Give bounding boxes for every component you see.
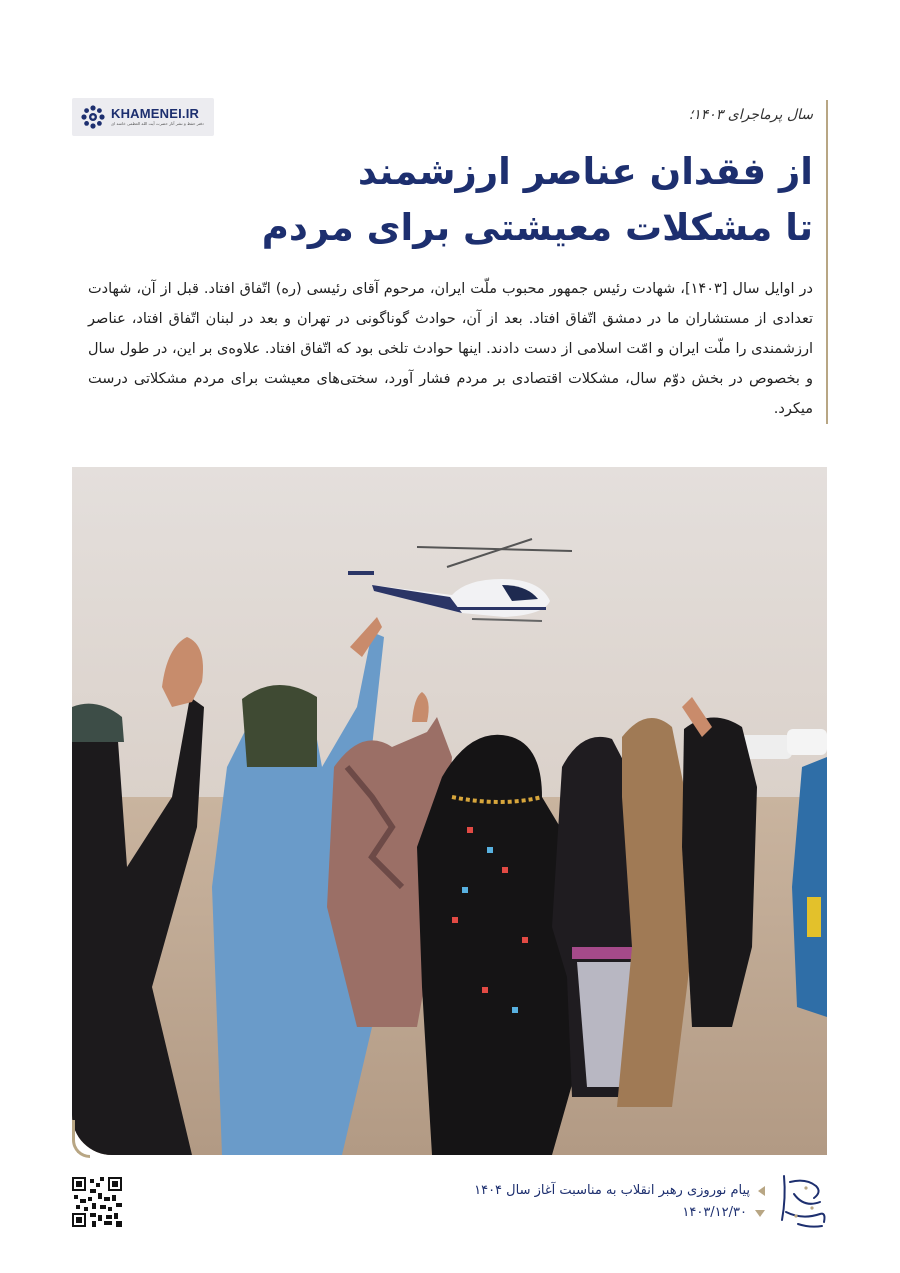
footer-source-text: پیام نوروزی رهبر انقلاب به مناسبت آغاز سال ۱۴۰۴ — [474, 1183, 750, 1198]
body-paragraph: در اوایل سال [۱۴۰۳]، شهادت رئیس جمهور محبوب ملّت ایران، مرحوم آقای رئیسی (ره) اتّفاق افتاد. قبل از آن، شهادت تعدادی از مستشاران ما در دمشق اتّفاق افتاد. بعد از آن، حوادث گوناگونی در تهران و بعد در لبنان اتّفاق افتاد، عناصر ارزشمندی را ملّت ایران و امّت اسلامی از دست دادند. اینها حوادث تلخی بود که اتّفاق افتاد. علاوه‌ی بر این، در طول سال و بخصوص در بخش دوّم سال، مشکلات اقتصادی بر مردم فشار آورد، سختی‌های معیشت برای مردم مشکلاتی درست میکرد. — [88, 281, 813, 417]
logo-tagline: دفتر حفظ و نشر آثار حضرت آیت الله العظمی خامنه ای — [111, 121, 204, 126]
photo-illustration — [72, 467, 827, 1155]
kicker: سال پرماجرای ۱۴۰۳؛ — [688, 107, 813, 123]
bullet-triangle-down-icon — [755, 1210, 765, 1217]
headline — [88, 144, 813, 256]
headline-line-2: تا مشکلات معیشتی برای مردم — [261, 206, 813, 249]
logo-name: KHAMENEI.IR — [111, 106, 200, 121]
photo-helicopter-crowd — [72, 467, 827, 1155]
qr-code-icon[interactable] — [72, 1177, 122, 1227]
photo-corner-accent — [72, 1120, 90, 1158]
footer-date-line — [474, 1202, 765, 1224]
article-column — [88, 100, 828, 424]
footer-source — [474, 1180, 765, 1224]
calligraphy-signature-icon — [776, 1168, 830, 1230]
bullet-triangle-icon — [758, 1186, 765, 1196]
headline-line-1: از فقدان عناصر ارزشمند — [357, 150, 813, 193]
footer-date-text: ۱۴۰۳/۱۲/۳۰ — [682, 1205, 747, 1220]
footer-source-line — [474, 1180, 765, 1202]
